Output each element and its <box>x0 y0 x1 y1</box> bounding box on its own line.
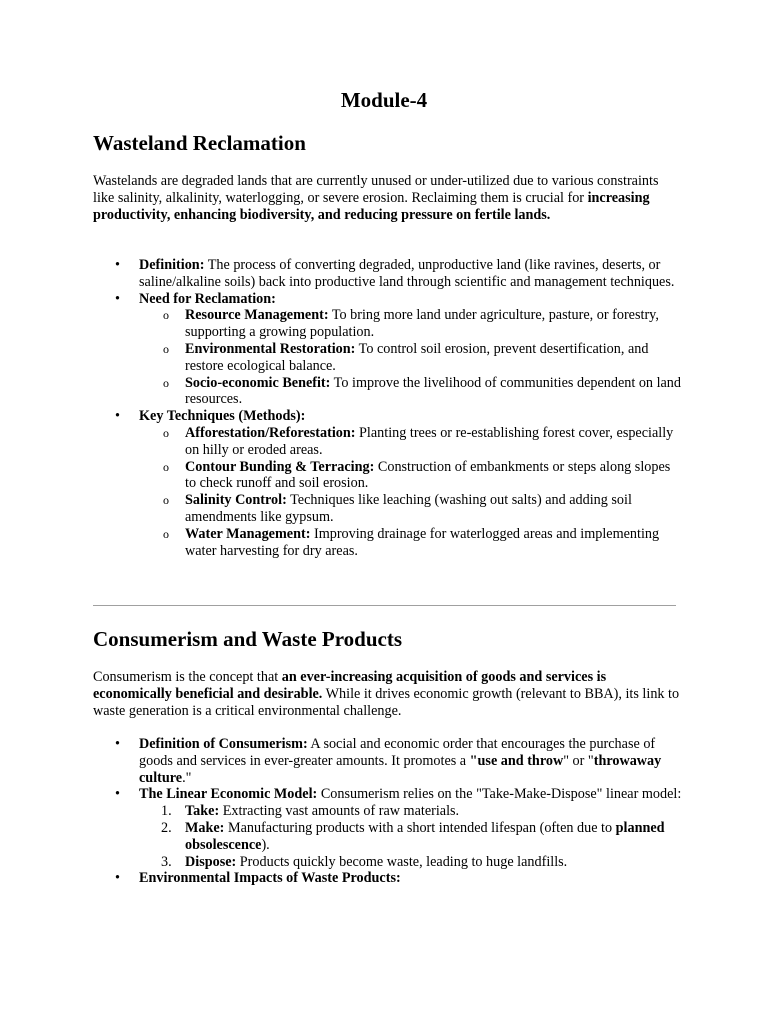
step-text: Extracting vast amounts of raw materials. <box>219 803 460 820</box>
list-item-environmental-impacts <box>93 870 683 887</box>
section-heading-consumerism: Consumerism and Waste Products <box>93 627 403 651</box>
sub-item-text: Techniques like leaching (washing out salts) and adding soil amendments like gypsum. <box>185 492 632 525</box>
list-item <box>139 341 683 375</box>
step-label: Take: <box>185 803 220 820</box>
list-item-need-for-reclamation <box>93 291 683 409</box>
list-item <box>139 425 683 459</box>
intro-bold-text: increasing productivity, enhancing biodiversity, and reducing pressure on fertile lands. <box>93 189 650 223</box>
step-text-end: ). <box>261 836 270 853</box>
list-item <box>139 375 683 409</box>
impacts-label: Environmental Impacts of Waste Products: <box>139 870 401 887</box>
sub-item-text: To improve the livelihood of communities dependent on land resources. <box>185 374 681 408</box>
step-label: Dispose: <box>185 853 237 870</box>
definition-text: A social and economic order that encourages the purchase of goods and services in ever-greater amounts. It promotes a <box>139 736 656 769</box>
sub-item-label: Environmental Restoration: <box>185 340 356 357</box>
list-item-key-techniques <box>93 408 683 559</box>
list-item <box>139 526 683 560</box>
step-number: 1. <box>161 803 172 820</box>
linear-steps-list <box>139 803 683 870</box>
wasteland-bullet-list <box>93 257 683 559</box>
sub-item-text: Improving drainage for waterlogged areas and implementing water harvesting for dry areas. <box>185 525 660 559</box>
list-item-definition-of-consumerism <box>93 736 683 786</box>
need-sublist <box>139 307 683 408</box>
step-number: 2. <box>161 819 172 836</box>
definition-label: Definition: <box>139 257 205 273</box>
intro-text: Consumerism is the concept that <box>93 669 282 685</box>
wasteland-intro-paragraph <box>93 173 683 223</box>
intro-text-continued: While it drives economic growth (relevant to BBA), its link to waste generation is a critical environmental challenge. <box>93 685 680 719</box>
sub-item-label: Water Management: <box>185 525 311 542</box>
linear-label: The Linear Economic Model: <box>139 786 318 803</box>
step-number: 3. <box>161 853 172 870</box>
intro-text: Wastelands are degraded lands that are currently unused or under-utilized due to various constraints like salinity, alkalinity, waterlogging, or severe erosion. Reclaiming them is crucial for <box>93 173 659 206</box>
list-item <box>139 459 683 493</box>
consumerism-intro-paragraph <box>93 669 683 719</box>
definition-text-end: ." <box>182 769 192 786</box>
definition-label: Definition of Consumerism: <box>139 736 308 752</box>
list-item-definition <box>93 257 683 291</box>
definition-text-connector: " or " <box>563 752 594 769</box>
definition-bold-use-and-throw: "use and throw <box>469 752 564 769</box>
step-text: Products quickly become waste, leading to huge landfills. <box>236 853 568 870</box>
techniques-sublist <box>139 425 683 559</box>
sub-item-text: Construction of embankments or steps along slopes to check runoff and soil erosion. <box>185 458 671 492</box>
list-item <box>139 803 683 820</box>
list-item <box>139 307 683 341</box>
sub-item-label: Contour Bunding & Terracing: <box>185 458 375 475</box>
list-item <box>139 854 683 871</box>
sub-item-label: Socio-economic Benefit: <box>185 374 331 391</box>
list-item <box>139 492 683 526</box>
sub-item-label: Salinity Control: <box>185 492 287 509</box>
techniques-label: Key Techniques (Methods): <box>139 408 306 425</box>
linear-text: Consumerism relies on the "Take-Make-Dispose" linear model: <box>317 786 682 803</box>
sub-item-text: To bring more land under agriculture, pasture, or forestry, supporting a growing population. <box>185 307 659 341</box>
section-divider <box>93 605 676 606</box>
definition-bold-throwaway: throwaway culture <box>139 752 662 786</box>
step-bold-text: planned obsolescence <box>185 819 665 853</box>
section-heading-wasteland-reclamation: Wasteland Reclamation <box>93 131 306 155</box>
step-label: Make: <box>185 819 225 836</box>
list-item <box>139 820 683 854</box>
sub-item-label: Afforestation/Reforestation: <box>185 424 356 441</box>
sub-item-text: Planting trees or re-establishing forest cover, especially on hilly or eroded areas. <box>185 424 674 458</box>
need-label: Need for Reclamation: <box>139 290 276 307</box>
module-title: Module-4 <box>340 88 428 112</box>
definition-text: The process of converting degraded, unproductive land (like ravines, deserts, or saline/alkaline soils) back into productive land through scientific and management techniques. <box>139 257 675 290</box>
sub-item-text: To control soil erosion, prevent desertification, and restore ecological balance. <box>185 340 649 374</box>
list-item-linear-economic-model <box>93 786 683 870</box>
sub-item-label: Resource Management: <box>185 307 329 324</box>
consumerism-bullet-list <box>93 736 683 887</box>
intro-bold-text: an ever-increasing acquisition of goods and services is economically beneficial and desirable. <box>93 669 607 702</box>
step-text: Manufacturing products with a short intended lifespan (often due to <box>224 819 616 836</box>
